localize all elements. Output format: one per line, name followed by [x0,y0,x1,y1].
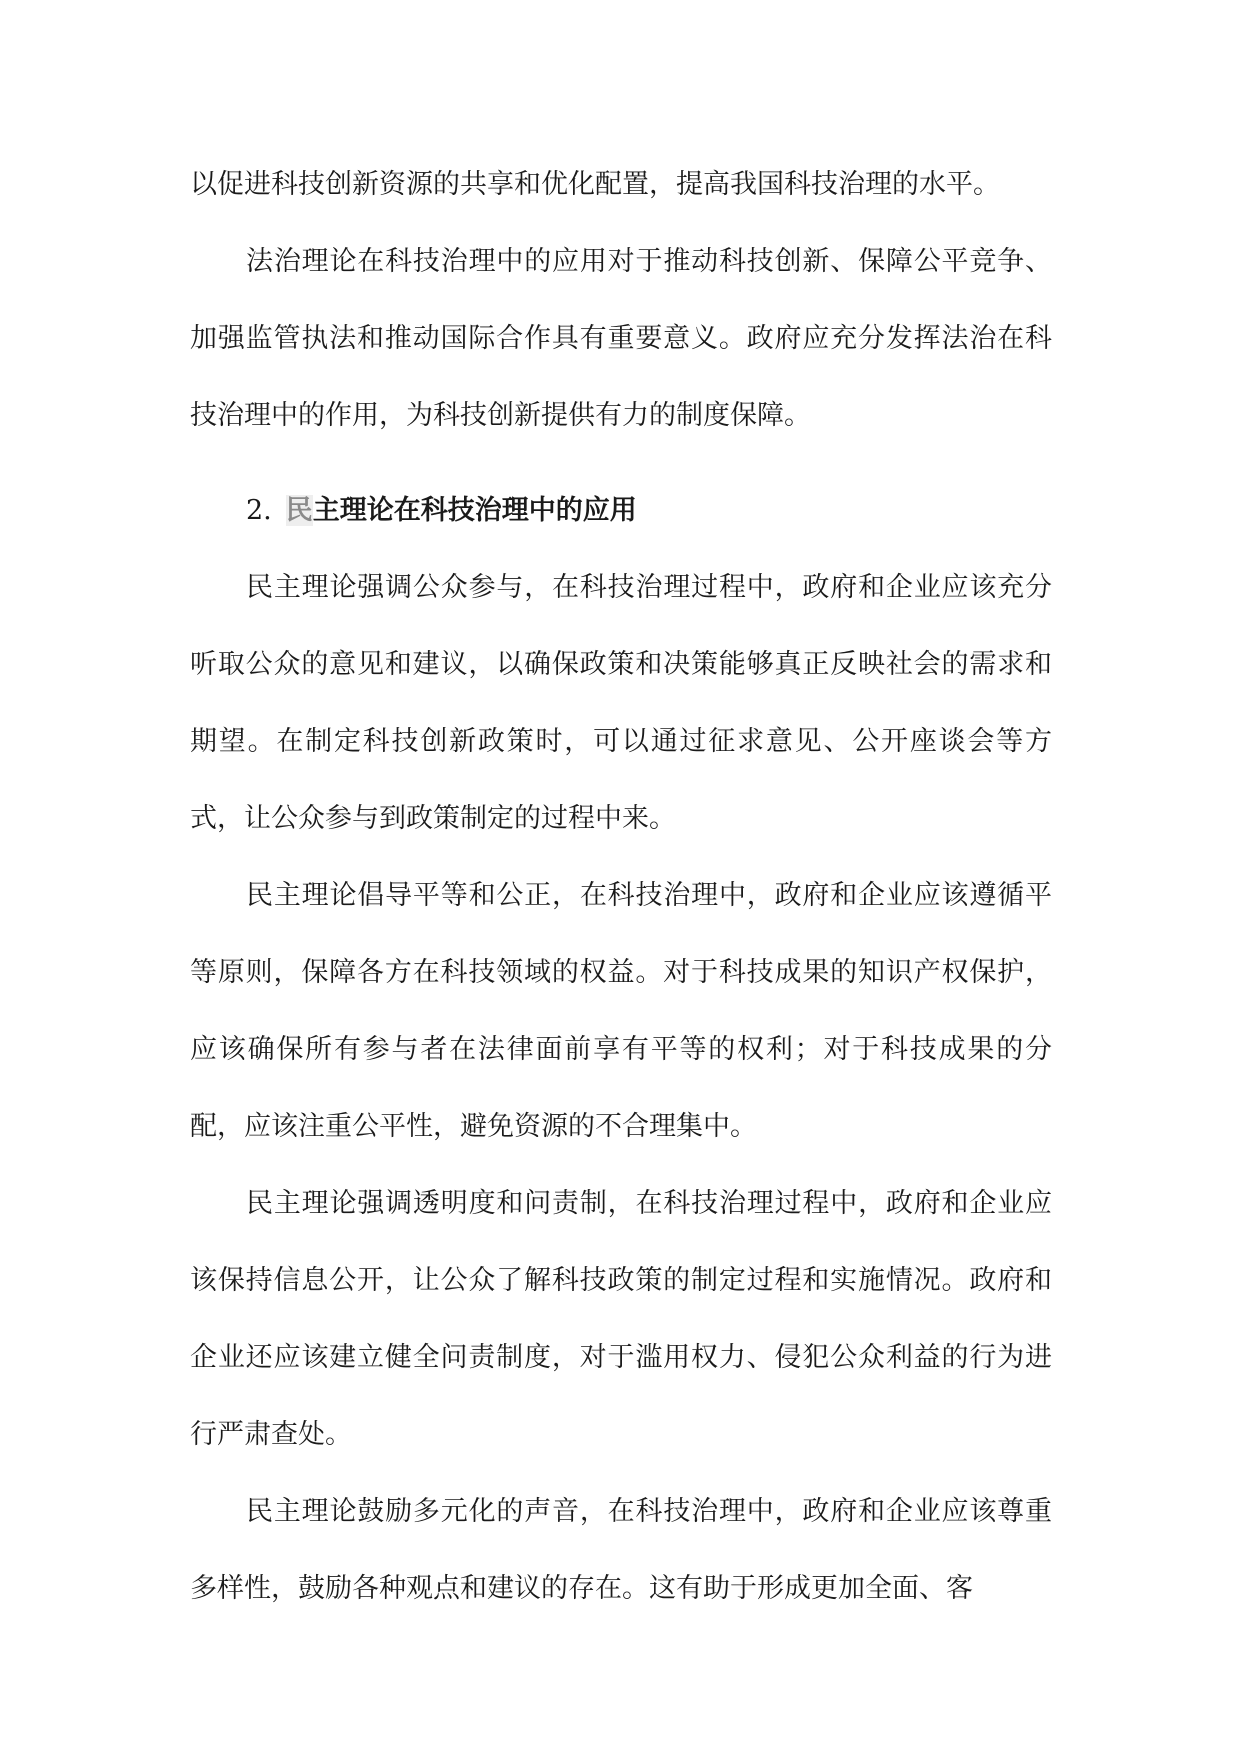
paragraph-equality-fairness: 民主理论倡导平等和公正，在科技治理中，政府和企业应该遵循平等原则，保障各方在科技领域的权益。对于科技成果的知识产权保护，应该确保所有参与者在法律面前享有平等的权利；对于科技成果的分配，应该注重公平性，避免资源的不合理集中。 [190,880,1052,1142]
section-title-first-char: 民 [285,495,313,526]
section-title-rest: 主理论在科技治理中的应用 [312,495,637,526]
paragraph-public-participation: 民主理论强调公众参与，在科技治理过程中，政府和企业应该充分听取公众的意见和建议，以确保政策和决策能够真正反映社会的需求和期望。在制定科技创新政策时，可以通过征求意见、公开座谈会等方式，让公众参与到政策制定的过程中来。 [190,572,1052,834]
paragraph-transparency-accountability: 民主理论强调透明度和问责制，在科技治理过程中，政府和企业应该保持信息公开，让公众了解科技政策的制定过程和实施情况。政府和企业还应该建立健全问责制度，对于滥用权力、侵犯公众利益的行为进行严肃查处。 [190,1188,1052,1450]
text-column [190,146,1052,1627]
paragraph-continuation: 以促进科技创新资源的共享和优化配置，提高我国科技治理的水平。 [190,169,1000,200]
paragraph-diverse-voices: 民主理论鼓励多元化的声音，在科技治理中，政府和企业应该尊重多样性，鼓励各种观点和建议的存在。这有助于形成更加全面、客 [190,1496,1052,1604]
section-number: 2. [246,495,272,526]
section-heading [190,472,1052,549]
paragraph-rule-of-law-summary: 法治理论在科技治理中的应用对于推动科技创新、保障公平竞争、加强监管执法和推动国际合作具有重要意义。政府应充分发挥法治在科技治理中的作用，为科技创新提供有力的制度保障。 [190,246,1052,431]
